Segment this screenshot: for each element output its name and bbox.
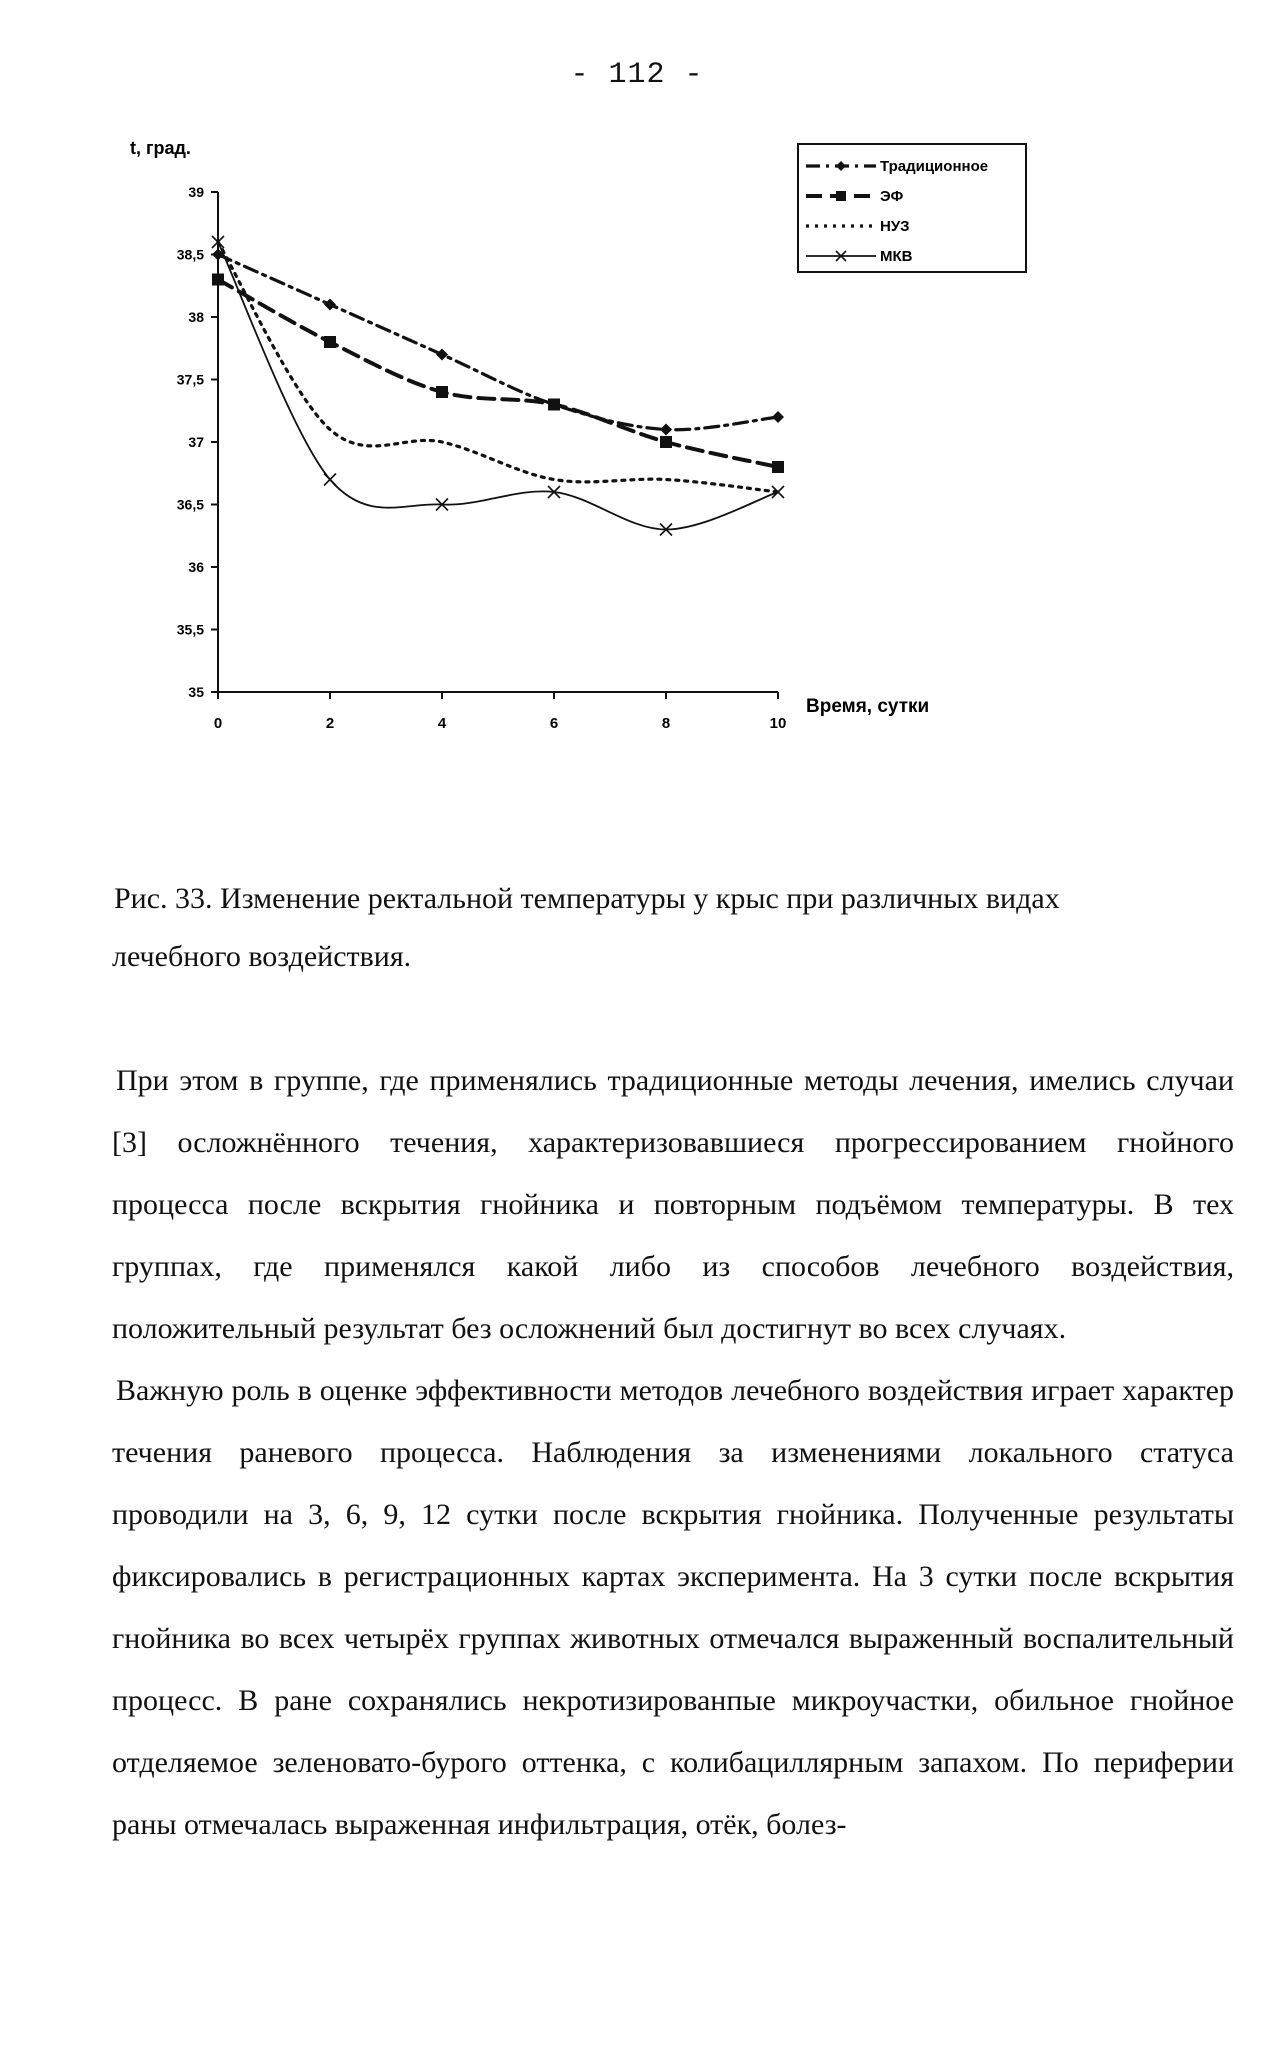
y-tick-label: 38 bbox=[188, 309, 204, 325]
x-tick-label: 2 bbox=[325, 715, 335, 732]
x-tick-label: 0 bbox=[213, 715, 223, 732]
series-line bbox=[218, 280, 778, 468]
chart-legend bbox=[798, 144, 1026, 272]
figure-caption: Рис. 33. Изменение ректальной температуры у крыс при различных видах лечебного воздействия. bbox=[112, 882, 1060, 973]
diamond-marker bbox=[324, 299, 336, 311]
legend-label: МКВ bbox=[880, 248, 913, 265]
series-1 bbox=[212, 249, 784, 436]
series-line bbox=[218, 242, 778, 530]
paragraph: Важную роль в оценке эффективности методов лечебного воздействия играет характер течения раневого процесса. Наблюдения за изменениями локального статуса проводили на 3, 6, 9, 12 сутки после вскрытия гнойника. Полученные результаты фиксировались в регистрационных картах эксперимента. На 3 сутки после вскрытия гнойника во всех четырёх группах животных отмечался выраженный воспалительный процесс. В ране сохранялись некротизированпые микроучастки, обильное гнойное отделяемое зеленовато-бурого оттенка, с колибациллярным запахом. По периферии раны отмечалась выраженная инфильтрация, отёк, болез- bbox=[112, 1374, 1234, 1841]
diamond-marker bbox=[772, 411, 784, 423]
temperature-line-chart bbox=[130, 128, 1030, 768]
square-marker bbox=[548, 399, 560, 411]
square-marker bbox=[212, 274, 224, 286]
square-marker bbox=[772, 461, 784, 473]
body-text bbox=[112, 1050, 1234, 1856]
square-marker bbox=[836, 191, 846, 201]
diamond-marker bbox=[436, 349, 448, 361]
x-tick-label: 10 bbox=[769, 715, 787, 732]
y-axis-label: t, град. bbox=[130, 138, 191, 158]
series-3 bbox=[218, 242, 778, 492]
y-tick-label: 36 bbox=[188, 559, 204, 575]
legend-label: НУЗ bbox=[880, 218, 910, 235]
y-tick-label: 37,5 bbox=[176, 371, 204, 388]
y-tick-label: 38,5 bbox=[176, 246, 204, 263]
x-tick-label: 8 bbox=[661, 715, 671, 732]
square-marker bbox=[324, 336, 336, 348]
square-marker bbox=[660, 436, 672, 448]
series-line bbox=[218, 255, 778, 430]
y-tick-label: 39 bbox=[188, 184, 204, 200]
x-tick-label: 6 bbox=[549, 715, 559, 732]
series-line bbox=[218, 242, 778, 492]
legend-label: ЭФ bbox=[880, 188, 904, 205]
legend-label: Традиционное bbox=[880, 158, 989, 175]
y-tick-label: 36,5 bbox=[176, 496, 204, 513]
y-tick-label: 35,5 bbox=[176, 621, 204, 638]
x-axis-label: Время, сутки bbox=[806, 696, 930, 717]
chart-series bbox=[212, 236, 784, 536]
diamond-marker bbox=[660, 424, 672, 436]
chart-axes bbox=[177, 184, 787, 732]
y-tick-label: 37 bbox=[188, 434, 204, 450]
paragraph: При этом в группе, где применялись традиционные методы лечения, имелись случаи [3] осложнённого течения, характеризовавшиеся прогрессированием гнойного процесса после вскрытия гнойника и повторным подъёмом температуры. В тех группах, где применялся какой либо из способов лечебного воздействия, положительный результат без осложнений был достигнут во всех случаях. bbox=[112, 1064, 1234, 1345]
page-number: - 112 - bbox=[570, 58, 704, 92]
series-2 bbox=[212, 274, 784, 474]
square-marker bbox=[436, 386, 448, 398]
y-tick-label: 35 bbox=[188, 684, 204, 700]
x-tick-label: 4 bbox=[437, 715, 447, 732]
